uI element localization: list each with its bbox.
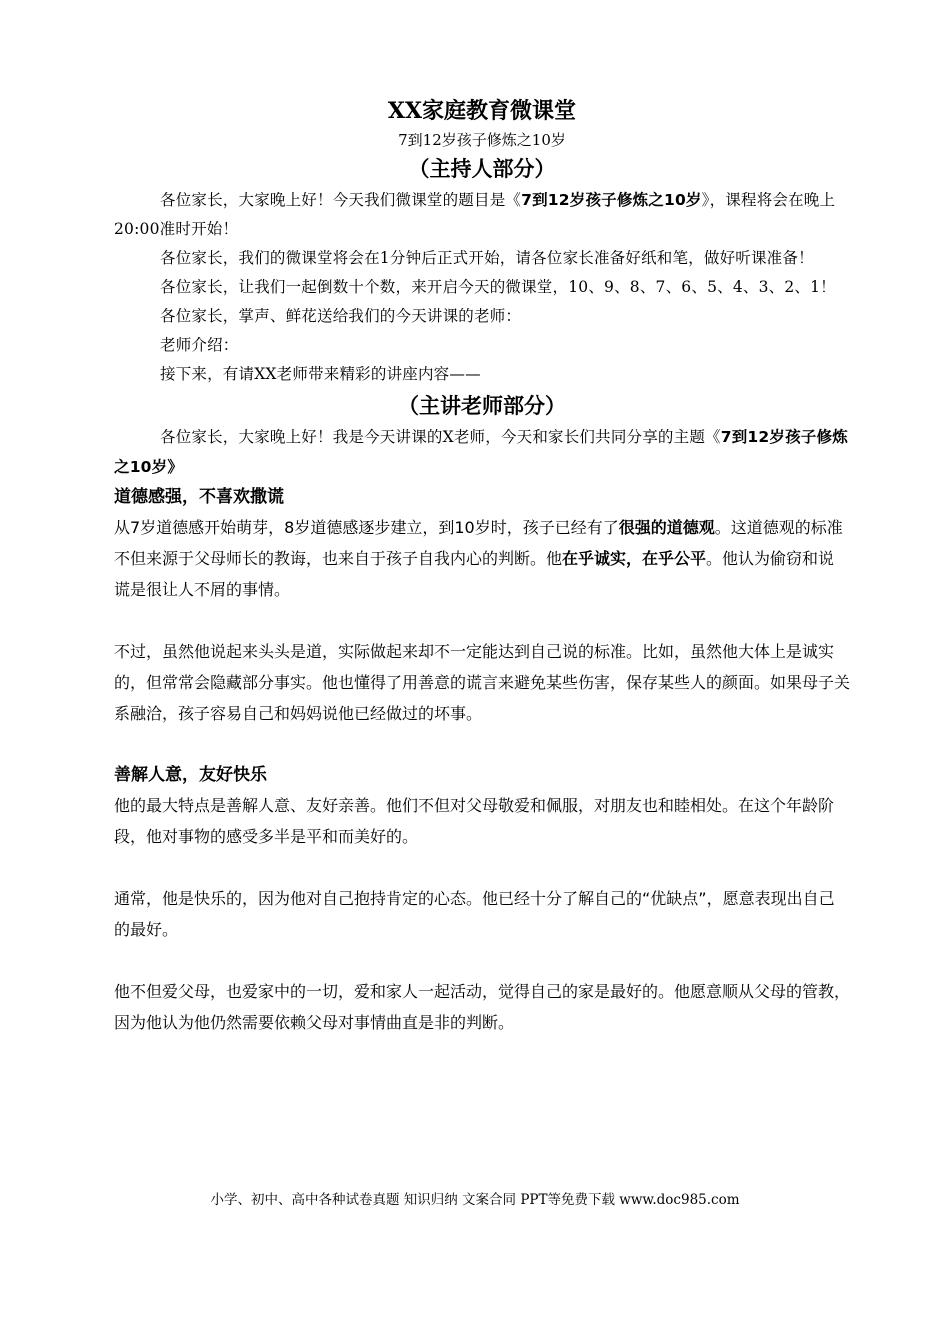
paragraph-gap	[114, 852, 850, 883]
section-1-text: 。他认为偷窃和说谎是很让人不屑的事情。	[114, 549, 835, 599]
paragraph-gap	[114, 605, 850, 636]
section-2-paragraph-3: 他不但爱父母，也爱家中的一切，爱和家人一起活动，觉得自己的家是最好的。他愿意顺从父母的管教，因为他认为他仍然需要依赖父母对事情曲直是非的判断。	[114, 982, 851, 1032]
section-1-text: 从7岁道德感开始萌芽，8岁道德感逐步建立，到10岁时，孩子已经有了	[114, 518, 619, 537]
section-1-heading: 道德感强，不喜欢撒谎	[114, 487, 284, 507]
teacher-intro-text: 各位家长，大家晚上好！我是今天讲课的X老师，今天和家长们共同分享的主题《	[160, 428, 721, 446]
section-2-paragraph-2: 通常，他是快乐的，因为他对自己抱持肯定的心态。他已经十分了解自己的“优缺点”，愿意表现出自己的最好。	[114, 889, 835, 939]
host-paragraph-5: 老师介绍：	[160, 336, 239, 354]
host-paragraph-4: 各位家长，掌声、鲜花送给我们的今天讲课的老师：	[160, 307, 522, 325]
page-footer: 小学、初中、高中各种试卷真题 知识归纳 文案合同 PPT等免费下载 www.doc985.com	[210, 1192, 740, 1208]
section-1-paragraph-1	[114, 512, 850, 605]
teacher-intro-text-end: 》	[167, 457, 184, 476]
section-2-paragraph-1: 他的最大特点是善解人意、友好亲善。他们不但对父母敬爱和佩服，对朋友也和睦相处。在这个年龄阶段，他对事物的感受多半是平和而美好的。	[114, 796, 835, 846]
host-paragraph-3: 各位家长，让我们一起倒数十个数，来开启今天的微课堂，10、9、8、7、6、5、4、3、2、1！	[160, 278, 836, 296]
section-2-heading: 善解人意，友好快乐	[114, 765, 267, 785]
section-1-paragraph-2: 不过，虽然他说起来头头是道，实际做起来却不一定能达到自己说的标准。比如，虽然他大体上是诚实的，但常常会隐藏部分事实。他也懂得了用善意的谎言来避免某些伤害，保存某些人的颜面。如果母子关系融洽，孩子容易自己和妈妈说他已经做过的坏事。	[114, 642, 851, 723]
emphasis-text: 在乎诚实，在乎公平	[562, 549, 707, 568]
lesson-title-inline: 7到12岁孩子修炼之10岁	[114, 428, 848, 476]
paragraph-gap	[114, 729, 850, 760]
host-paragraph-2: 各位家长，我们的微课堂将会在1分钟后正式开始，请各位家长准备好纸和笔，做好听课准备！	[160, 249, 814, 267]
document-title: XX家庭教育微课堂	[387, 98, 577, 124]
document-subtitle: 7到12岁孩子修炼之10岁	[398, 131, 566, 149]
section-1-text: 。这道德观的标准不但来源于父母师长的教诲，也来自于孩子自我内心的判断。他	[114, 518, 843, 568]
host-paragraph-1	[114, 186, 850, 244]
document-body	[114, 96, 850, 1038]
host-section-heading: （主持人部分）	[408, 156, 556, 181]
teacher-section-heading: （主讲老师部分）	[398, 393, 566, 418]
paragraph-gap	[114, 945, 850, 976]
emphasis-text: 很强的道德观	[618, 518, 715, 537]
host-paragraph-6: 接下来，有请XX老师带来精彩的讲座内容——	[160, 365, 481, 383]
host-p1-text-end: 》，课程将会在晚上20:00准时开始！	[114, 191, 836, 238]
teacher-intro-paragraph	[114, 423, 850, 482]
lesson-title-inline: 7到12岁孩子修炼之10岁	[521, 191, 702, 209]
host-p1-text: 各位家长，大家晚上好！今天我们微课堂的题目是《	[160, 191, 522, 209]
